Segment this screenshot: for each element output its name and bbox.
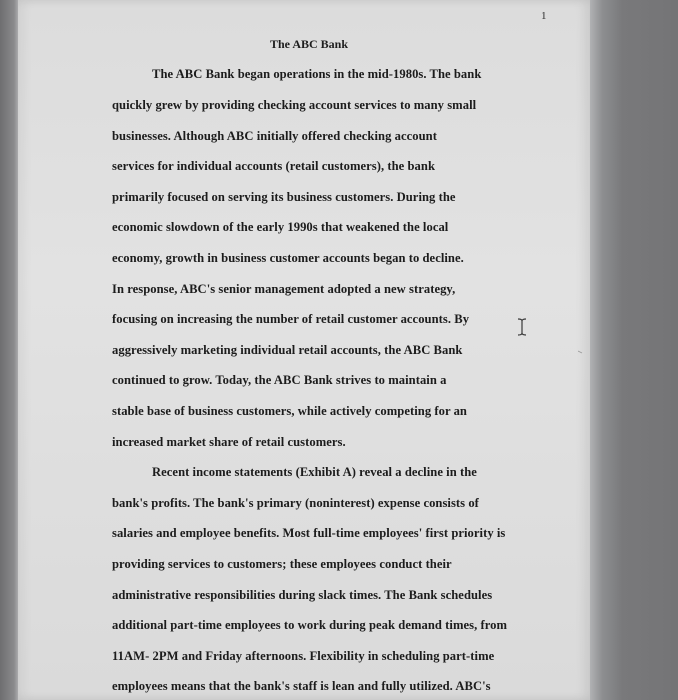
text-line: quickly grew by providing checking account services to many small bbox=[112, 98, 477, 112]
text-line: bank's profits. The bank's primary (noninterest) expense consists of bbox=[112, 496, 479, 510]
text-line: continued to grow. Today, the ABC Bank strives to maintain a bbox=[112, 373, 447, 387]
text-line: services for individual accounts (retail customers), the bank bbox=[112, 159, 436, 173]
text-line: providing services to customers; these employees conduct their bbox=[112, 557, 452, 571]
text-line: Recent income statements (Exhibit A) reveal a decline in the bbox=[152, 465, 477, 479]
text-line: economic slowdown of the early 1990s that weakened the local bbox=[112, 220, 449, 234]
stray-mark bbox=[578, 350, 583, 354]
text-line: aggressively marketing individual retail accounts, the ABC Bank bbox=[112, 343, 463, 357]
text-line: primarily focused on serving its business customers. During the bbox=[112, 190, 456, 204]
document-title: The ABC Bank bbox=[270, 37, 349, 51]
text-line: salaries and employee benefits. Most full-time employees' first priority is bbox=[112, 526, 506, 540]
text-line: 11AM- 2PM and Friday afternoons. Flexibility in scheduling part-time bbox=[112, 649, 495, 663]
text-line: In response, ABC's senior management adopted a new strategy, bbox=[112, 282, 456, 296]
text-line: additional part-time employees to work during peak demand times, from bbox=[112, 618, 508, 632]
text-line: economy, growth in business customer accounts began to decline. bbox=[112, 251, 464, 265]
document-page bbox=[18, 0, 590, 700]
text-cursor-icon bbox=[516, 318, 528, 336]
text-line: The ABC Bank began operations in the mid-1980s. The bank bbox=[152, 67, 482, 81]
photo-left-edge bbox=[0, 0, 20, 700]
text-line: businesses. Although ABC initially offered checking account bbox=[112, 129, 437, 143]
photo-right-edge bbox=[586, 0, 678, 700]
text-line: employees means that the bank's staff is lean and fully utilized. ABC's bbox=[112, 679, 491, 693]
text-line: stable base of business customers, while actively competing for an bbox=[112, 404, 467, 418]
page-number: 1 bbox=[541, 10, 547, 22]
text-line: increased market share of retail customers. bbox=[112, 435, 346, 449]
text-line: focusing on increasing the number of retail customer accounts. By bbox=[112, 312, 470, 326]
text-line: administrative responsibilities during slack times. The Bank schedules bbox=[112, 588, 493, 602]
